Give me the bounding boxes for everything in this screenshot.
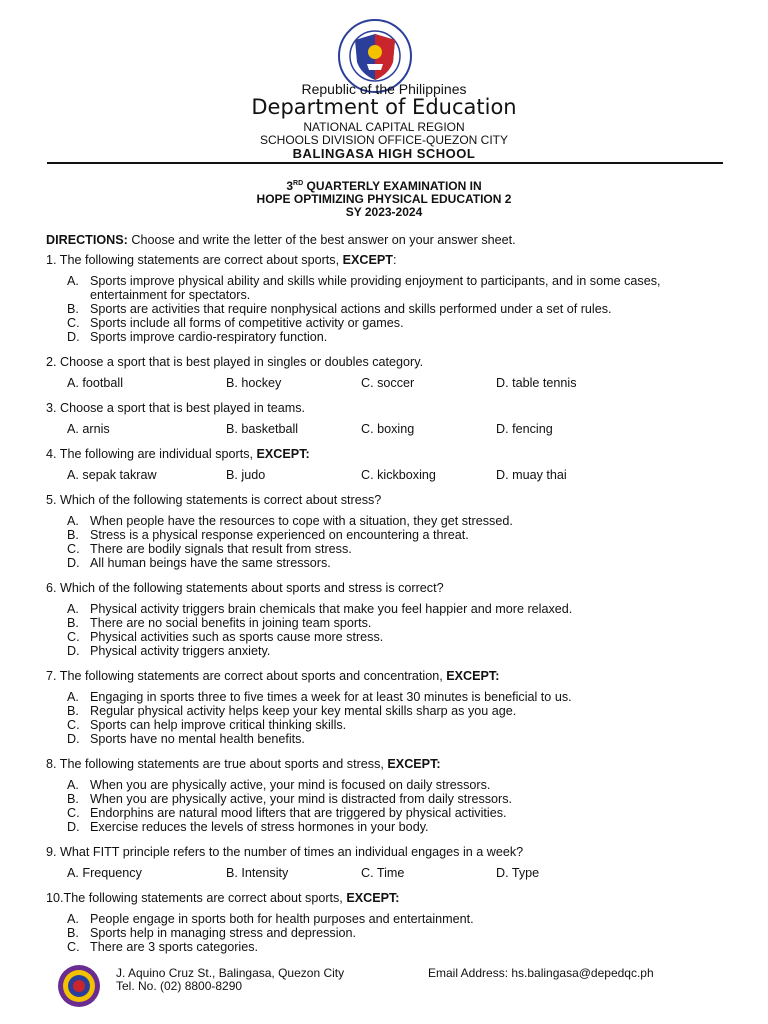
option: A. sepak takraw [67,468,157,482]
question-10-options [46,912,726,954]
exam-title [0,177,768,219]
question-3: 3. Choose a sport that is best played in teams. [46,401,306,415]
option: B. Sports help in managing stress and depression. [67,926,357,940]
question-8-options [46,778,726,834]
region-line: NATIONAL CAPITAL REGION [303,120,465,134]
option: B. Intensity [226,866,289,880]
option: B. When you are physically active, your mind is distracted from daily stressors. [67,792,513,806]
option: B. basketball [226,422,299,436]
option: D. Exercise reduces the levels of stress hormones in your body. [67,820,429,834]
option: D. Sports have no mental health benefits. [67,732,305,746]
option: B. There are no social benefits in joining team sports. [67,616,372,630]
directions: DIRECTIONS: Choose and write the letter of the best answer on your answer sheet. [46,233,516,247]
exam-body [46,233,726,965]
footer-address [116,967,344,993]
exam-title-line3: SY 2023-2024 [345,205,423,219]
option: A. football [67,376,124,390]
option: A. Frequency [67,866,142,880]
question-4-options [46,468,726,482]
question-9: 9. What FITT principle refers to the number of times an individual engages in a week? [46,845,524,859]
republic-line: Republic of the Philippines [301,81,467,97]
option: A. People engage in sports both for health purposes and entertainment. [67,912,474,926]
option: C. boxing [361,422,415,436]
question-6: 6. Which of the following statements about sports and stress is correct? [46,581,444,595]
option: B. Sports are activities that require nonphysical actions and skills performed under a set of rules. [67,302,612,316]
option: A. Engaging in sports three to five times a week for at least 30 minutes is beneficial to us. [67,690,572,704]
exam-title-line2: HOPE OPTIMIZING PHYSICAL EDUCATION 2 [256,192,512,206]
option: D. muay thai [496,468,567,482]
division-line: SCHOOLS DIVISION OFFICE-QUEZON CITY [259,133,509,147]
option: D. fencing [496,422,553,436]
question-8: 8. The following statements are true about sports and stress, EXCEPT: [46,757,441,771]
option: B. judo [226,468,266,482]
option: B. Stress is a physical response experienced on encountering a threat. [67,528,469,542]
option: A. Sports improve physical ability and skills while providing enjoyment to participants, and in some cases, entertainment for spectators. [67,274,661,302]
address-line: J. Aquino Cruz St., Balingasa, Quezon City [116,966,345,980]
option: B. hockey [226,376,282,390]
option: B. Regular physical activity helps keep your key mental skills sharp as you age. [67,704,517,718]
school-logo-icon [57,964,101,1008]
option: D. Sports improve cardio-respiratory function. [67,330,328,344]
option: C. Sports include all forms of competitive activity or games. [67,316,404,330]
exam-title-line1: 3RD QUARTERLY EXAMINATION IN [286,179,482,193]
option: D. Type [496,866,540,880]
option: A. When people have the resources to cope with a situation, they get stressed. [67,514,513,528]
option: D. All human beings have the same stressors. [67,556,331,570]
question-2: 2. Choose a sport that is best played in singles or doubles category. [46,355,424,369]
telephone-line: Tel. No. (02) 8800-8290 [116,979,243,993]
option: C. Endorphins are natural mood lifters that are triggered by physical activities. [67,806,507,820]
school-name: BALINGASA HIGH SCHOOL [292,146,476,161]
option: C. kickboxing [361,468,436,482]
question-10: 10.The following statements are correct about sports, EXCEPT: [46,891,400,905]
option: C. There are 3 sports categories. [67,940,258,954]
option: D. Physical activity triggers anxiety. [67,644,271,658]
header-divider [47,162,723,164]
option: A. Physical activity triggers brain chemicals that make you feel happier and more relaxed. [67,602,573,616]
option: A. arnis [67,422,110,436]
question-3-options [46,422,726,436]
question-6-options [46,602,726,658]
question-5: 5. Which of the following statements is correct about stress? [46,493,382,507]
department-title: Department of Education [251,95,517,119]
question-7-options [46,690,726,746]
question-1: 1. The following statements are correct about sports, EXCEPT: [46,253,397,267]
question-5-options [46,514,726,570]
option: C. There are bodily signals that result from stress. [67,542,352,556]
option: D. table tennis [496,376,577,390]
option: C. Time [361,866,405,880]
question-1-options [46,274,726,344]
question-9-options [46,866,726,880]
footer-email: Email Address: hs.balingasa@depedqc.ph [428,966,654,980]
question-7: 7. The following statements are correct about sports and concentration, EXCEPT: [46,669,500,683]
question-4: 4. The following are individual sports, EXCEPT: [46,447,310,461]
option: A. When you are physically active, your mind is focused on daily stressors. [67,778,491,792]
question-2-options [46,376,726,390]
option: C. Sports can help improve critical thinking skills. [67,718,347,732]
option: C. Physical activities such as sports cause more stress. [67,630,384,644]
option: C. soccer [361,376,415,390]
